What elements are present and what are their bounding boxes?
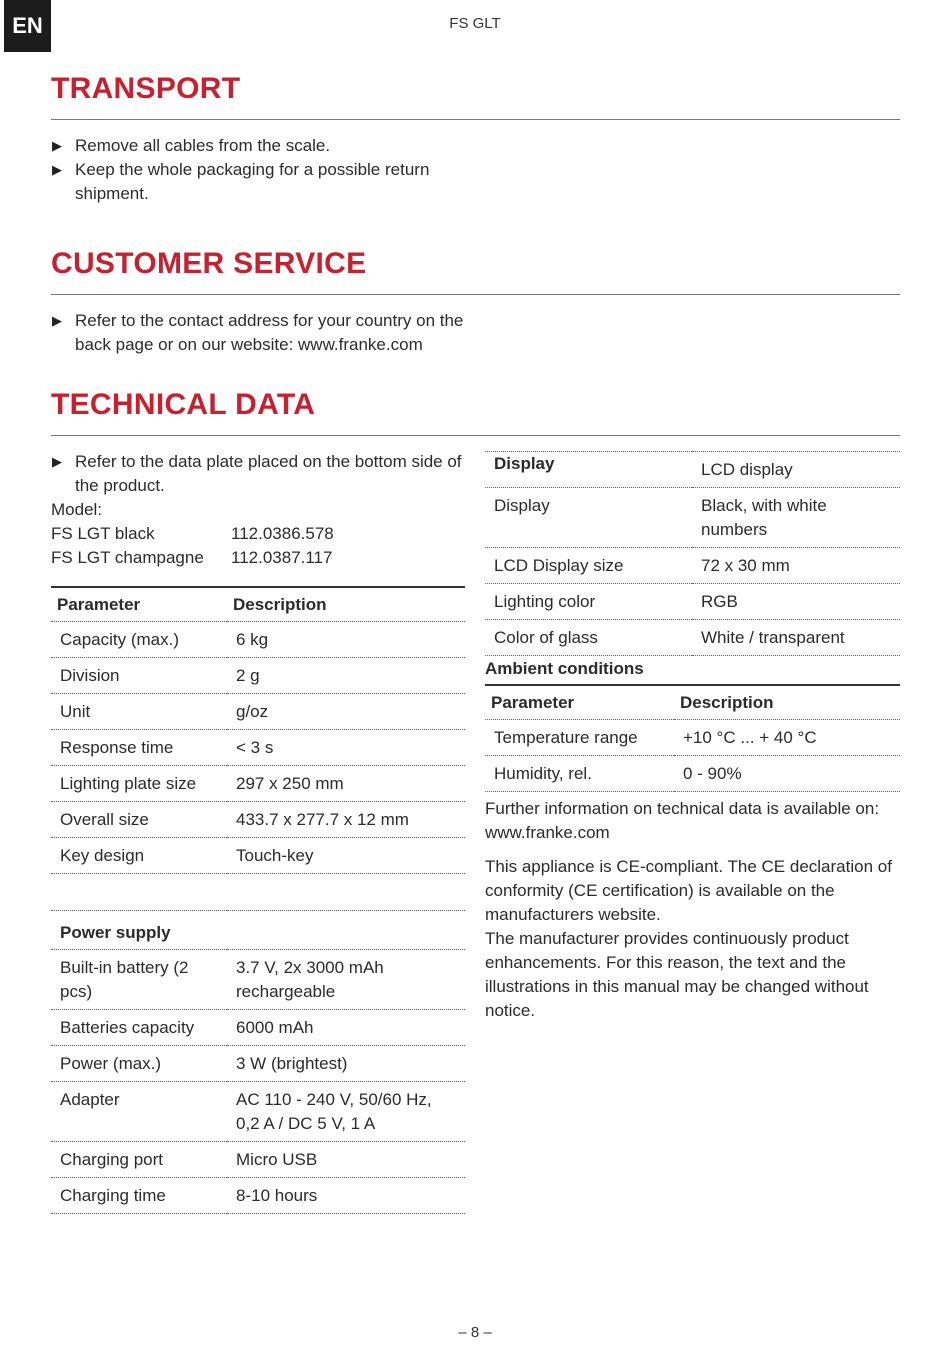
model-row: FS LGT black 112.0386.578	[51, 524, 334, 543]
model-row: FS LGT champagne 112.0387.117	[51, 548, 333, 567]
page-number: – 8 –	[458, 1324, 492, 1341]
table-cell: 8-10 hours	[227, 1178, 465, 1214]
ambient-conditions-heading: Ambient conditions	[485, 659, 644, 678]
transport-divider	[51, 119, 900, 120]
further-info-text: Further information on technical data is available on: www.franke.com	[485, 799, 880, 842]
table-row	[51, 1178, 465, 1214]
table-cell	[51, 874, 227, 911]
table-cell: Temperature range	[485, 720, 674, 756]
table-cell: Batteries capacity	[51, 1010, 227, 1046]
bullet-triangle-icon: ▶	[52, 313, 62, 328]
table-row	[485, 620, 900, 656]
table-row	[51, 802, 465, 838]
list-item: ▶ Refer to the contact address for your country on the back page or on our website: www.franke.com	[52, 311, 464, 354]
table-cell: 6 kg	[227, 622, 465, 658]
ambient-table	[485, 684, 900, 792]
transport-heading: TRANSPORT	[51, 72, 241, 105]
table-row	[485, 756, 900, 792]
table-row	[51, 1046, 465, 1082]
table-cell: < 3 s	[227, 730, 465, 766]
display-heading: Display	[485, 452, 692, 488]
language-badge: EN	[4, 0, 51, 52]
bullet-triangle-icon: ▶	[52, 138, 62, 153]
table-cell: Unit	[51, 694, 227, 730]
table-row	[485, 584, 900, 620]
table-row	[485, 720, 900, 756]
list-item: ▶ Remove all cables from the scale.	[51, 134, 471, 158]
table-cell: White / transparent	[692, 620, 900, 656]
table-cell: Charging port	[51, 1142, 227, 1178]
column-header: Parameter	[485, 685, 674, 720]
table-cell: Response time	[51, 730, 227, 766]
bullet-triangle-icon: ▶	[52, 454, 62, 469]
table-cell: 3 W (brightest)	[227, 1046, 465, 1082]
table-cell: Humidity, rel.	[485, 756, 674, 792]
table-cell: g/oz	[227, 694, 465, 730]
table-row	[51, 694, 465, 730]
table-cell: AC 110 - 240 V, 50/60 Hz, 0,2 A / DC 5 V, 1 A	[227, 1082, 465, 1142]
table-cell: Lighting plate size	[51, 766, 227, 802]
table-row	[51, 1142, 465, 1178]
table-row	[51, 658, 465, 694]
table-cell: Capacity (max.)	[51, 622, 227, 658]
table-cell: 2 g	[227, 658, 465, 694]
technical-data-intro	[51, 450, 471, 498]
table-row	[51, 950, 465, 1010]
transport-list	[51, 134, 471, 206]
table-cell: LCD display	[692, 452, 900, 488]
table-cell: Charging time	[51, 1178, 227, 1214]
power-supply-row	[51, 911, 465, 950]
table-cell: Lighting color	[485, 584, 692, 620]
bullet-triangle-icon: ▶	[52, 162, 62, 177]
customer-service-heading: CUSTOMER SERVICE	[51, 247, 367, 280]
table-cell: Built-in battery (2 pcs)	[51, 950, 227, 1010]
column-header: Description	[227, 587, 465, 622]
table-cell: 72 x 30 mm	[692, 548, 900, 584]
table-cell: Overall size	[51, 802, 227, 838]
table-row	[51, 766, 465, 802]
table-row	[485, 452, 900, 488]
table-cell: Micro USB	[227, 1142, 465, 1178]
table-cell: RGB	[692, 584, 900, 620]
list-item: ▶ Keep the whole packaging for a possible return shipment.	[52, 160, 430, 203]
table-cell: Touch-key	[227, 838, 465, 874]
table-cell: 0 - 90%	[674, 756, 900, 792]
table-cell: 3.7 V, 2x 3000 mAh rechargeable	[227, 950, 465, 1010]
list-item: ▶ Refer to the data plate placed on the bottom side of the product.	[52, 452, 462, 495]
spacer-row	[51, 874, 465, 911]
power-supply-heading: Power supply	[51, 911, 465, 950]
table-cell: Black, with white numbers	[692, 488, 900, 548]
table-row	[51, 1082, 465, 1142]
model-block	[51, 498, 471, 570]
ce-compliance-text: This appliance is CE-compliant. The CE declaration of conformity (CE certification) is available on the manufacturers website. The manufacturer provides continuously product enhancements. For this reason, the text and the illustrations in this manual may be changed without notice.	[485, 857, 892, 1020]
table-cell: Division	[51, 658, 227, 694]
table-row	[485, 488, 900, 548]
technical-data-heading: TECHNICAL DATA	[51, 388, 316, 421]
table-cell: Adapter	[51, 1082, 227, 1142]
column-header: Description	[674, 685, 900, 720]
table-cell	[227, 874, 465, 911]
table-cell: Key design	[51, 838, 227, 874]
table-row	[51, 730, 465, 766]
customer-service-divider	[51, 294, 900, 295]
model-label: Model:	[51, 500, 103, 519]
table-row	[485, 548, 900, 584]
technical-data-divider	[51, 435, 900, 436]
table-cell: 297 x 250 mm	[227, 766, 465, 802]
document-title: FS GLT	[449, 15, 501, 32]
parameter-table	[51, 586, 465, 1214]
table-row	[51, 1010, 465, 1046]
table-cell: 6000 mAh	[227, 1010, 465, 1046]
table-cell: 433.7 x 277.7 x 12 mm	[227, 802, 465, 838]
table-row	[51, 838, 465, 874]
table-row	[51, 622, 465, 658]
table-cell: +10 °C ... + 40 °C	[674, 720, 900, 756]
display-table	[485, 451, 900, 656]
table-cell: LCD Display size	[485, 548, 692, 584]
table-cell: Color of glass	[485, 620, 692, 656]
column-header: Parameter	[51, 587, 227, 622]
customer-service-list	[51, 309, 471, 357]
table-cell: Power (max.)	[51, 1046, 227, 1082]
table-cell: Display	[485, 488, 692, 548]
